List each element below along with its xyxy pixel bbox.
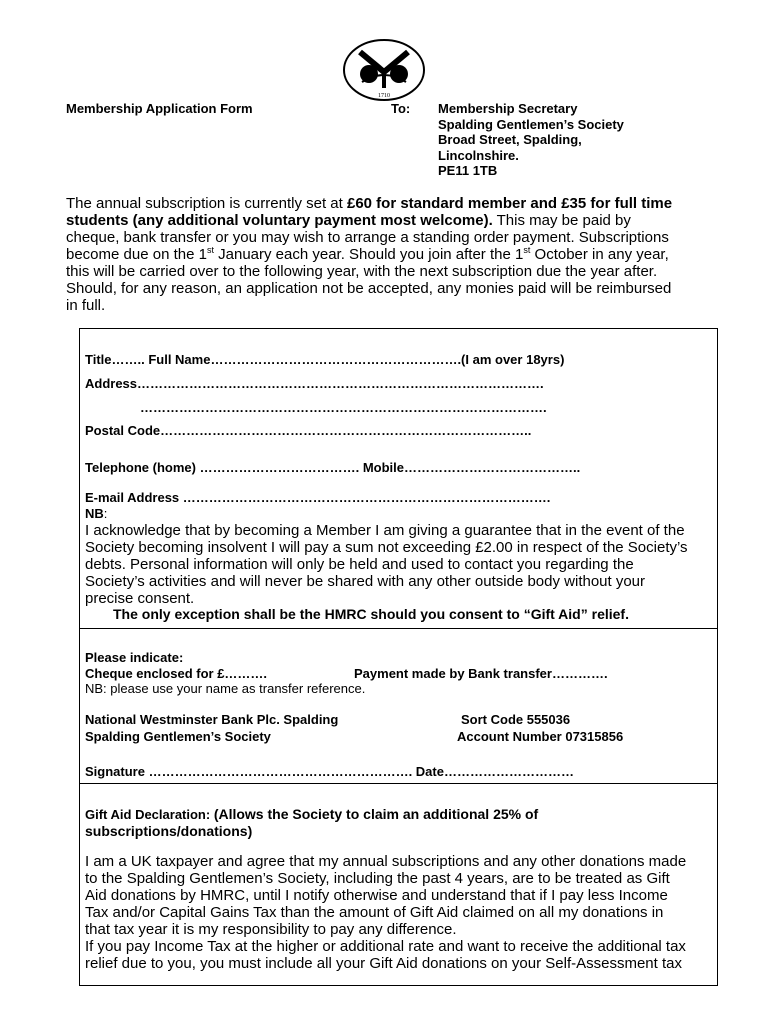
address-field[interactable]: Address…………………………………………………………………………………. [85, 376, 544, 391]
ack-line: debts. Personal information will only be held and used to contact you regarding the [85, 556, 634, 573]
address-line: PE11 1TB [438, 163, 498, 178]
logo-year: 1710 [378, 93, 390, 99]
address-line: Lincolnshire. [438, 147, 519, 163]
gift-aid-heading-text: subscriptions/donations) [85, 823, 253, 839]
gift-aid-line: If you pay Income Tax at the higher or additional rate and want to receive the additional tax [85, 938, 686, 955]
intro-text: cheque, bank transfer or you may wish to arrange a standing order payment. Subscriptions [66, 229, 669, 246]
recipient-address [438, 101, 624, 179]
intro-text: become due on the 1 [66, 246, 207, 263]
address-line: Broad Street, Spalding, [438, 132, 582, 147]
intro-text: January each year. Should you join after the 1 [213, 246, 524, 263]
title-fullname-field[interactable]: Title…….. Full Name………………………………………………….(I am over 18yrs) [85, 352, 565, 367]
gift-aid-line: I am a UK taxpayer and agree that my annual subscriptions and any other donations made [85, 853, 687, 870]
form-title: Membership Application Form [66, 101, 253, 116]
gift-aid-line: that tax year it is my responsibility to pay any difference. [85, 921, 457, 938]
ack-line: Society becoming insolvent I will pay a sum not exceeding £2.00 in respect of the Society’s [85, 539, 688, 556]
transfer-reference-note: NB: please use your name as transfer reference. [85, 681, 366, 696]
address-line: Membership Secretary [438, 101, 578, 116]
section-divider [79, 628, 718, 629]
account-name: Spalding Gentlemen’s Society [85, 729, 271, 744]
superscript: st [523, 245, 531, 255]
intro-bold-text: £60 for standard member and £35 for full time [346, 195, 673, 212]
to-label: To: [391, 101, 411, 116]
intro-text: in full. [66, 297, 106, 314]
please-indicate-label: Please indicate: [85, 650, 184, 665]
email-field[interactable]: E-mail Address …………………………………………………………………………. [85, 490, 551, 505]
gift-aid-line: to the Spalding Gentlemen’s Society, including the past 4 years, are to be treated as Gift [85, 870, 670, 887]
intro-text: This may be paid by [492, 212, 631, 229]
address-field-line2[interactable]: …………………………………………………………………………………. [140, 400, 547, 415]
ack-line: I acknowledge that by becoming a Member I am giving a guarantee that in the event of the [85, 522, 685, 539]
ack-line: Society’s activities and will never be shared with any other outside body without your [85, 573, 646, 590]
sort-code: Sort Code 555036 [461, 712, 571, 727]
address-line: Spalding Gentlemen’s Society [438, 116, 624, 132]
cheque-amount-field[interactable]: Cheque enclosed for £………. [85, 666, 268, 681]
section-divider [79, 783, 718, 784]
gift-aid-heading-text: (Allows the Society to claim an additional 25% of [213, 806, 539, 822]
nb-label [85, 506, 107, 521]
gift-aid-exception-note: The only exception shall be the HMRC should you consent to “Gift Aid” relief. [113, 606, 629, 622]
bank-transfer-field[interactable]: Payment made by Bank transfer…………. [354, 666, 608, 681]
postal-code-field[interactable]: Postal Code………………………………………………………………………….. [85, 423, 532, 438]
intro-text: October in any year, [530, 246, 669, 263]
gift-aid-line: Tax and/or Capital Gains Tax than the amount of Gift Aid claimed on all my donations in [85, 904, 664, 921]
superscript: st [206, 245, 214, 255]
intro-paragraph [66, 195, 706, 314]
intro-text: The annual subscription is currently set at [66, 195, 347, 212]
signature-date-field[interactable]: Signature ……………………………………………………. Date………………………… [85, 764, 574, 779]
acknowledgement-text [85, 522, 715, 607]
account-number: Account Number 07315856 [457, 729, 624, 744]
gift-aid-label: Gift Aid Declaration: [85, 807, 214, 822]
gift-aid-line: Aid donations by HMRC, until I notify otherwise and understand that if I pay less Income [85, 887, 668, 904]
bank-name: National Westminster Bank Plc. Spalding [85, 712, 339, 727]
gift-aid-heading [85, 806, 705, 840]
intro-bold-text: students (any additional voluntary payment most welcome). [66, 212, 493, 229]
society-logo [342, 38, 426, 102]
ack-line: precise consent. [85, 590, 195, 607]
intro-text: this will be carried over to the following year, with the next subscription due the year after. [66, 263, 658, 280]
nb-colon: : [103, 506, 108, 521]
gift-aid-declaration-text [85, 853, 715, 972]
gift-aid-line: relief due to you, you must include all your Gift Aid donations on your Self-Assessment tax [85, 955, 682, 972]
nb-label-text: NB [85, 506, 104, 521]
telephone-mobile-field[interactable]: Telephone (home) ………………………………. Mobile………………………………….. [85, 460, 581, 475]
intro-text: Should, for any reason, an application not be accepted, any monies paid will be reimbursed [66, 280, 672, 297]
